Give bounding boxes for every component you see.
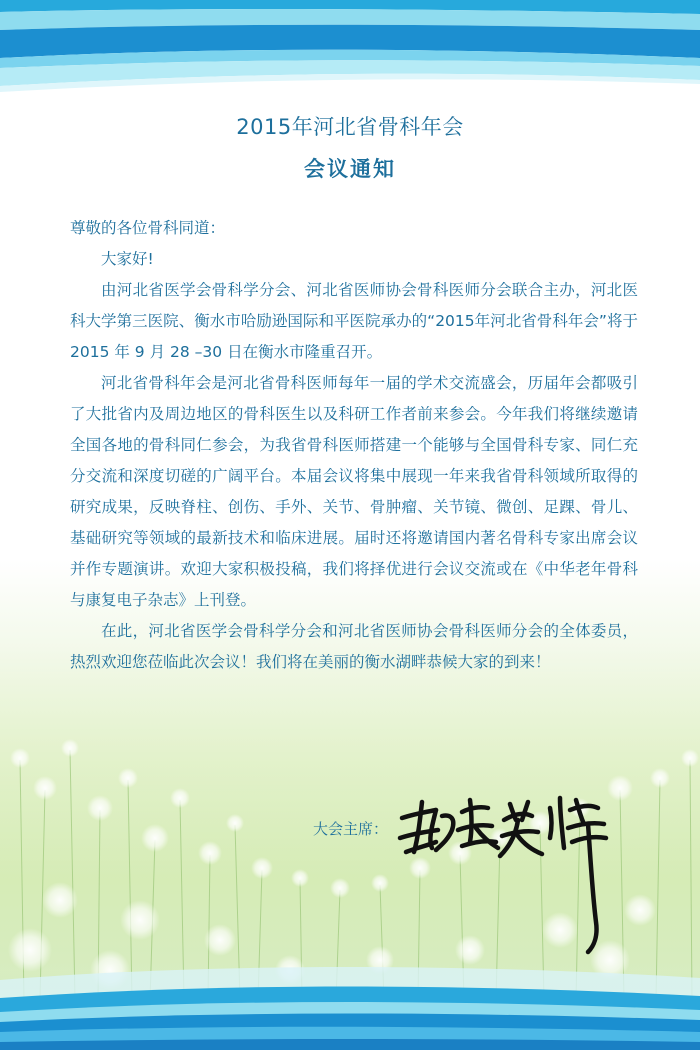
conference-title: 2015年河北省骨科年会 [236,115,464,139]
paragraph-host-info: 由河北省医学会骨科学分会、河北省医师协会骨科医师分会联合主办，河北医科大学第三医院、衡水市哈励逊国际和平医院承办的“2015年河北省骨科年会”将于 2015 年 9 月 28 –30 日在衡水市隆重召开。 [70,281,638,361]
handwritten-signature [392,790,622,960]
salutation: 尊敬的各位骨科同道： [70,219,226,237]
title-block [0,112,700,184]
top-decorative-band [0,0,700,100]
greeting: 大家好! [101,250,154,268]
paragraph-conference-description: 河北省骨科年会是河北省骨科医师每年一届的学术交流盛会，历届年会都吸引了大批省内及周边地区的骨科医生以及科研工作者前来参会。今年我们将继续邀请全国各地的骨科同仁参会，为我省骨科医师搭建一个能够与全国骨科专家、同仁充分交流和深度切磋的广阔平台。本届会议将集中展现一年来我省骨科领域所取得的研究成果，反映脊柱、创伤、手外、关节、骨肿瘤、关节镜、微创、足踝、骨儿、基础研究等领域的最新技术和临床进展。届时还将邀请国内著名骨科专家出席会议并作专题演讲。欢迎大家积极投稿，我们将择优进行会议交流或在《中华老年骨科与康复电子杂志》上刊登。 [70,374,638,609]
notice-subtitle: 会议通知 [304,157,396,181]
signature-label: 大会主席： [313,820,389,838]
bottom-decorative-band [0,960,700,1050]
paragraph-welcome: 在此，河北省医学会骨科学分会和河北省医师协会骨科医师分会的全体委员，热烈欢迎您莅临此次会议！我们将在美丽的衡水湖畔恭候大家的到来！ [70,622,638,671]
letter-body [70,213,638,678]
